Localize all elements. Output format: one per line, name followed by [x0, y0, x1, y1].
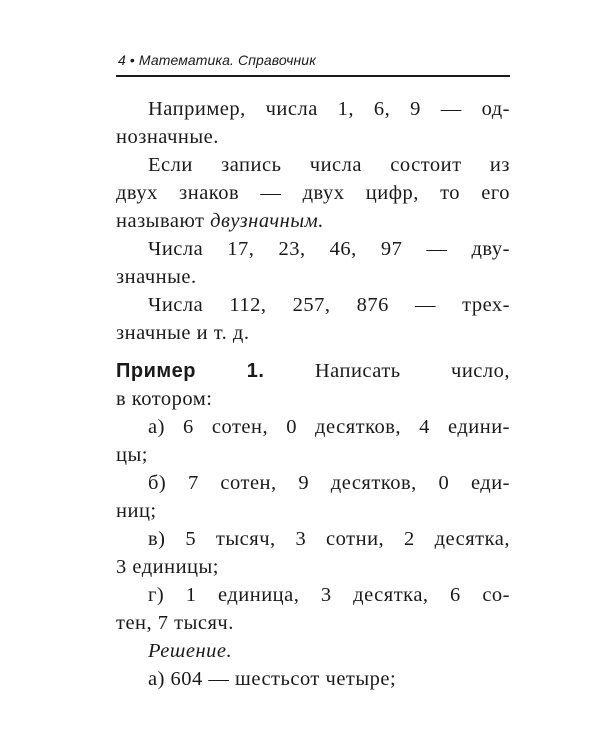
text-line: значные и т. д. — [116, 322, 250, 344]
text-line: тен, 7 тысяч. — [116, 612, 234, 634]
text-line: а) 6 сотен, 0 десятков, 4 едини- — [148, 416, 510, 438]
term-italic: двузначным. — [210, 210, 324, 232]
text-line: цы; — [116, 444, 148, 466]
text-line: г) 1 единица, 3 десятка, 6 со- — [148, 584, 510, 606]
text-line — [116, 208, 324, 234]
text-line: Если запись числа состоит из — [148, 154, 510, 176]
solution-label: Решение. — [148, 640, 233, 662]
text-line: в) 5 тысяч, 3 сотни, 2 десятка, — [148, 528, 510, 550]
text-line: Числа 17, 23, 46, 97 — дву- — [148, 238, 510, 260]
header-rule — [116, 75, 510, 77]
text-line: 3 единицы; — [116, 556, 219, 578]
text-line: б) 7 сотен, 9 десятков, 0 еди- — [148, 472, 510, 494]
text-fragment: Написать число, — [264, 360, 510, 382]
text-line: двух знаков — двух цифр, то его — [116, 182, 510, 204]
book-title: Математика. Справочник — [138, 52, 316, 68]
text-line: ниц; — [116, 500, 157, 522]
page-number: 4 — [118, 52, 126, 68]
example-heading-line — [116, 358, 510, 384]
text-line: в котором: — [116, 388, 213, 410]
running-header — [118, 52, 316, 68]
example-label: Пример 1. — [116, 360, 265, 382]
text-fragment: называют — [116, 210, 211, 232]
text-line: а) 604 — шестьсот четыре; — [148, 668, 397, 690]
header-separator: • — [129, 52, 135, 68]
text-line: нозначные. — [116, 126, 219, 148]
text-line: значные. — [116, 266, 197, 288]
text-line: Числа 112, 257, 876 — трех- — [148, 294, 510, 316]
text-line: Например, числа 1, 6, 9 — од- — [148, 98, 510, 120]
